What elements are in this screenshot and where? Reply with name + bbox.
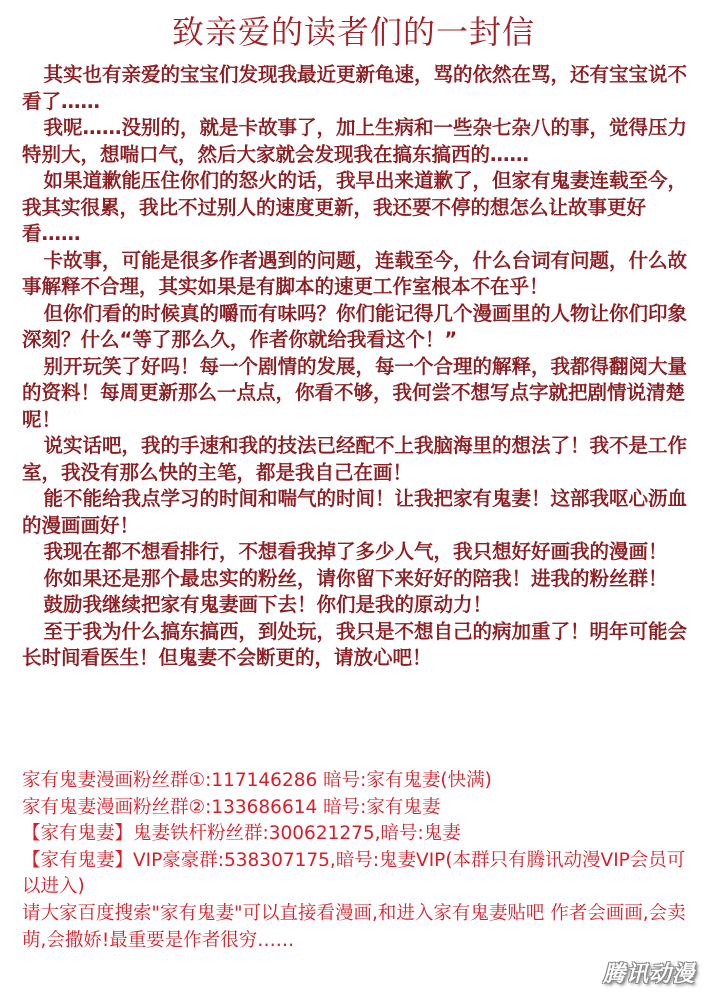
letter-title: 致亲爱的读者们的一封信 <box>171 13 535 51</box>
paragraph: 但你们看的时候真的嚼而有味吗？你们能记得几个漫画里的人物让你们印象深刻？什么“等了那么久，作者你就给我看这个！” <box>22 301 687 351</box>
fan-group-line: 【家有鬼妻】鬼妻铁杆粉丝群:300621275,暗号:鬼妻 <box>22 823 461 845</box>
watermark-logo: 腾讯动漫 <box>602 962 695 987</box>
letter-body <box>22 62 690 672</box>
paragraph: 我呢……没别的，就是卡故事了，加上生病和一些杂七杂八的事，觉得压力特别大，想喘口气，然后大家就会发现我在搞东搞西的…… <box>22 116 687 166</box>
paragraph: 鼓励我继续把家有鬼妻画下去！你们是我的原动力！ <box>43 593 492 616</box>
fan-group-line: 家有鬼妻漫画粉丝群②:133686614 暗号:家有鬼妻 <box>22 796 441 818</box>
search-tip-line: 请大家百度搜索"家有鬼妻"可以直接看漫画,和进入家有鬼妻贴吧 作者会画画,会卖萌,会撒娇!最重要是作者很穷…… <box>22 902 686 951</box>
paragraph: 其实也有亲爱的宝宝们发现我最近更新龟速，骂的依然在骂，还有宝宝说不看了…… <box>22 63 687 113</box>
paragraph: 能不能给我点学习的时间和喘气的时间！让我把家有鬼妻！这部我呕心沥血的漫画画好！ <box>22 487 687 537</box>
paragraph: 至于我为什么搞东搞西，到处玩，我只是不想自己的病加重了！明年可能会长时间看医生！但鬼妻不会断更的，请放心吧！ <box>22 619 687 669</box>
fan-group-line: 【家有鬼妻】VIP豪豪群:538307175,暗号:鬼妻VIP(本群只有腾讯动漫VIP会员可以进入) <box>22 849 686 898</box>
paragraph: 卡故事，可能是很多作者遇到的问题，连载至今，什么台词有问题，什么故事解释不合理，其实如果是有脚本的速更工作室根本不在乎！ <box>22 248 687 298</box>
fan-group-list <box>22 768 690 954</box>
fan-group-line: 家有鬼妻漫画粉丝群①:117146286 暗号:家有鬼妻(快满) <box>22 770 492 791</box>
paragraph: 我现在都不想看排行，不想看我掉了多少人气，我只想好好画我的漫画！ <box>43 540 668 563</box>
paragraph: 如果道歉能压住你们的怒火的话，我早出来道歉了，但家有鬼妻连载至今，我其实很累，我比不过别人的速度更新，我还要不停的想怎么让故事更好看…… <box>22 169 687 245</box>
paragraph: 你如果还是那个最忠实的粉丝，请你留下来好好的陪我！进我的粉丝群！ <box>43 566 668 590</box>
paragraph: 说实话吧，我的手速和我的技法已经配不上我脑海里的想法了！我不是工作室，我没有那么快的主笔，都是我自己在画！ <box>22 434 687 484</box>
paragraph: 别开玩笑了好吗！每一个剧情的发展，每一个合理的解释，我都得翻阅大量的资料！每周更新那么一点点，你看不够，我何尝不想写点字就把剧情说清楚呢！ <box>22 354 687 431</box>
